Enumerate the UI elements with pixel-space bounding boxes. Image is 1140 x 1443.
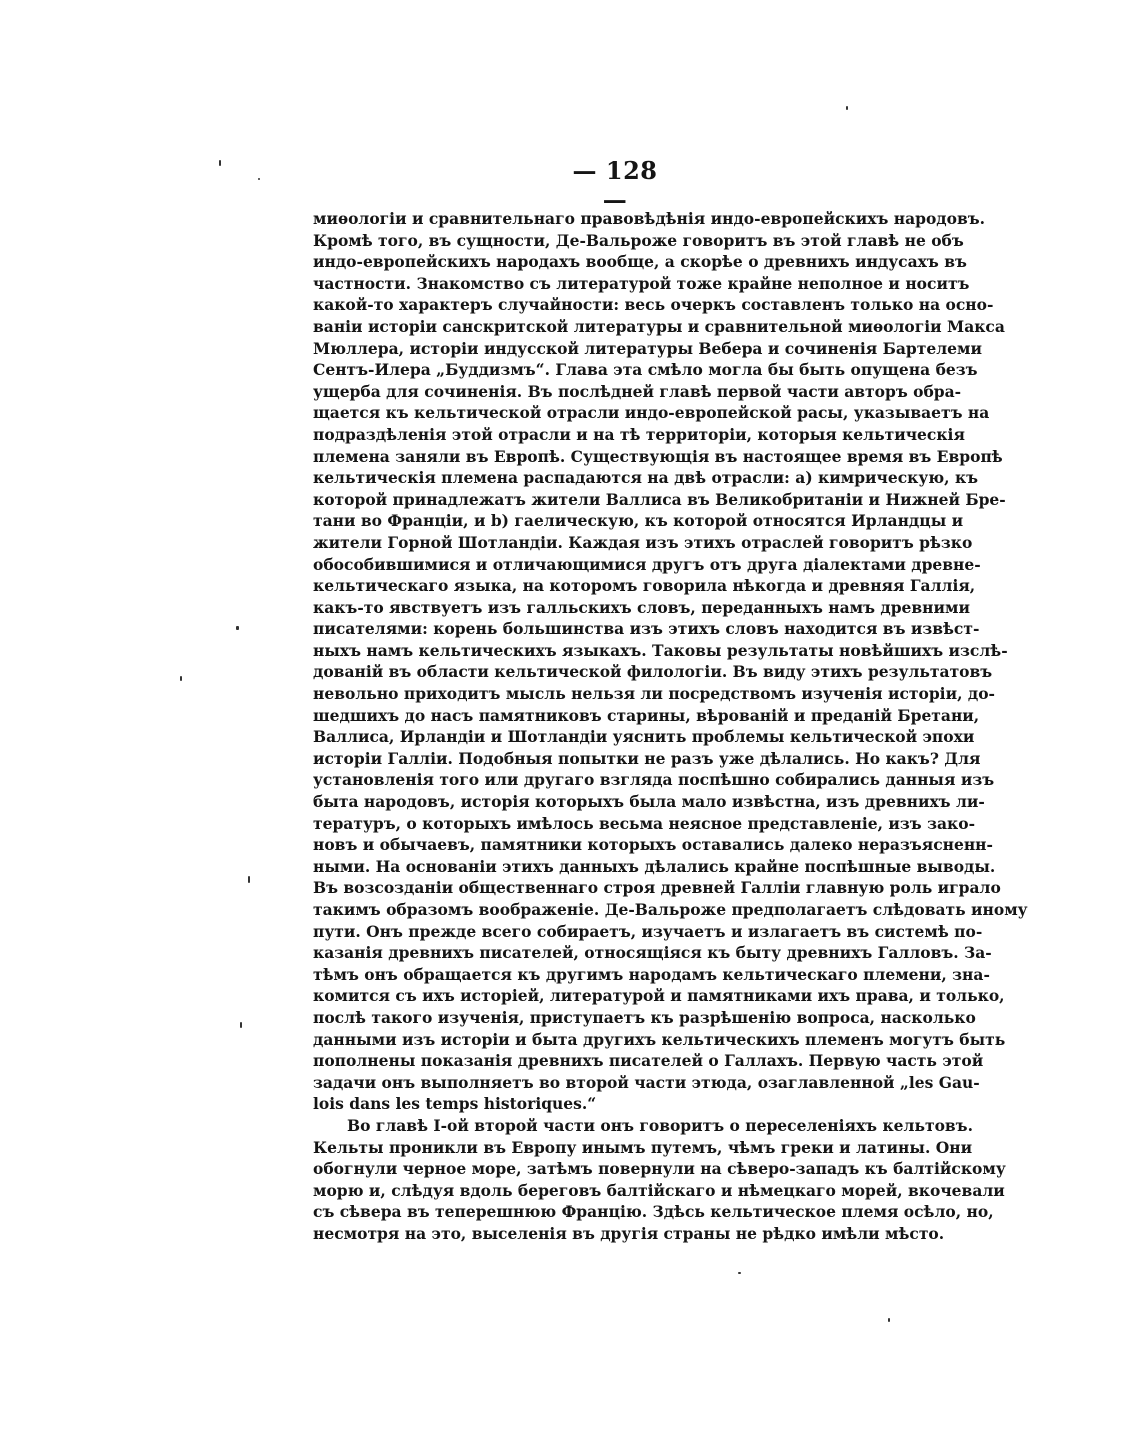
text-line: шедшихъ до насъ памятниковъ старины, вѣрованій и преданій Бретани,	[313, 705, 980, 725]
text-line: ваніи исторіи санскритской литературы и сравнительной миѳологіи Макса	[313, 316, 1005, 336]
text-line: несмотря на это, выселенія въ другія страны не рѣдко имѣли мѣсто.	[313, 1223, 945, 1243]
text-line: ущерба для сочиненія. Въ послѣдней главѣ первой части авторъ обра-	[313, 381, 962, 401]
text-line: казанія древнихъ писателей, относящіяся къ быту древнихъ Галловъ. За-	[313, 943, 992, 963]
scan-speck	[240, 1022, 242, 1028]
scan-speck	[236, 626, 239, 630]
text-line: племена заняли въ Европѣ. Существующія въ настоящее время въ Европѣ	[313, 446, 1003, 466]
text-line: миѳологіи и сравнительнаго правовѣдѣнія индо-европейскихъ народовъ.	[313, 209, 986, 228]
text-line: новъ и обычаевъ, памятники которыхъ оставались далеко неразъясненн-	[313, 835, 993, 855]
text-line: обособившимися и отличающимися другъ отъ друга діалектами древне-	[313, 554, 981, 574]
text-line: тературъ, о которыхъ имѣлось весьма неясное представленіе, изъ зако-	[313, 813, 975, 833]
scan-speck	[846, 106, 848, 110]
text-line: Кельты проникли въ Европу инымъ путемъ, чѣмъ греки и латины. Они	[313, 1137, 973, 1157]
text-line: Сентъ-Илера „Буддизмъ“. Глава эта смѣло могла бы быть опущена безъ	[313, 360, 978, 380]
text-line: дованій въ области кельтической филологіи. Въ виду этихъ результатовъ	[313, 662, 993, 682]
text-line: данными изъ исторіи и быта другихъ кельтическихъ племенъ могутъ быть	[313, 1029, 1006, 1049]
text-line: исторіи Галліи. Подобныя попытки не разъ уже дѣлались. Но какъ? Для	[313, 748, 981, 768]
scan-speck	[258, 178, 260, 180]
text-line: частности. Знакомство съ литературой тоже крайне неполное и носитъ	[313, 273, 970, 293]
text-line: ныхъ намъ кельтическихъ языкахъ. Таковы результаты новѣйшихъ изслѣ-	[313, 640, 1008, 660]
text-line: жители Горной Шотландіи. Каждая изъ этихъ отраслей говоритъ рѣзко	[313, 532, 973, 552]
text-line: индо-европейскихъ народахъ вообще, а скорѣе о древнихъ индусахъ въ	[313, 252, 967, 272]
text-line: кельтическаго языка, на которомъ говорила нѣкогда и древняя Галлія,	[313, 576, 976, 596]
page-number: — 128 —	[572, 156, 658, 214]
text-line: какой-то характеръ случайности: весь очеркъ составленъ только на осно-	[313, 295, 994, 315]
text-line: задачи онъ выполняетъ во второй части этюда, озаглавленной „les Gau-	[313, 1072, 980, 1092]
text-line: Въ возсозданіи общественнаго строя древней Галліи главную роль играло	[313, 878, 1001, 898]
text-line: быта народовъ, исторія которыхъ была мало извѣстна, изъ древнихъ ли-	[313, 792, 985, 812]
scan-speck	[219, 160, 221, 166]
text-line: установленія того или другаго взгляда поспѣшно собирались данныя изъ	[313, 770, 995, 790]
text-line: Валлиса, Ирландіи и Шотландіи уяснить проблемы кельтической эпохи	[313, 727, 975, 747]
scan-speck	[738, 1272, 741, 1274]
body-text	[313, 208, 1028, 1245]
text-line: тѣмъ онъ обращается къ другимъ народамъ кельтическаго племени, зна-	[313, 964, 990, 984]
text-line: подраздѣленія этой отрасли и на тѣ территоріи, которыя кельтическія	[313, 424, 965, 444]
text-line: такимъ образомъ воображеніе. Де-Вальроже предполагаетъ слѣдовать иному	[313, 900, 1028, 919]
text-line: пути. Онъ прежде всего собираетъ, изучаетъ и излагаетъ въ системѣ по-	[313, 921, 983, 941]
text-line: послѣ такого изученія, приступаетъ къ разрѣшенію вопроса, насколько	[313, 1007, 976, 1027]
text-line: съ сѣвера въ теперешнюю Францію. Здѣсь кельтическое племя осѣло, но,	[313, 1202, 994, 1222]
text-line: пополнены показанія древнихъ писателей о Галлахъ. Первую часть этой	[313, 1051, 984, 1071]
text-line: lois dans les temps historiques.“	[313, 1094, 597, 1114]
scan-speck	[888, 1318, 890, 1322]
text-line: невольно приходитъ мысль нельзя ли посредствомъ изученія исторіи, до-	[313, 684, 995, 704]
text-line: Во главѣ І-ой второй части онъ говоритъ о переселеніяхъ кельтовъ.	[347, 1115, 973, 1135]
text-line: тани во Франціи, и b) гаелическую, къ которой относятся Ирландцы и	[313, 511, 964, 531]
text-line: морю и, слѣдуя вдоль береговъ балтійскаго и нѣмецкаго морей, вкочевали	[313, 1180, 1005, 1200]
paragraph	[313, 208, 1028, 1115]
text-line: щается къ кельтической отрасли индо-европейской расы, указываетъ на	[313, 403, 990, 423]
text-line: Мюллера, исторіи индусской литературы Вебера и сочиненія Бартелеми	[313, 338, 982, 358]
text-line: писателями: корень большинства изъ этихъ словъ находится въ извѣст-	[313, 619, 980, 639]
text-line: которой принадлежатъ жители Валлиса въ Великобританіи и Нижней Бре-	[313, 489, 1006, 509]
text-line: какъ-то явствуетъ изъ галльскихъ словъ, переданныхъ намъ древними	[313, 597, 970, 617]
text-line: комится съ ихъ исторіей, литературой и памятниками ихъ права, и только,	[313, 986, 1005, 1006]
text-line: ными. На основаніи этихъ данныхъ дѣлались крайне поспѣшные выводы.	[313, 856, 996, 876]
text-line: обогнули черное море, затѣмъ повернули на сѣверо-западъ къ балтійскому	[313, 1159, 1006, 1179]
scan-speck	[248, 876, 250, 883]
text-line: Кромѣ того, въ сущности, Де-Вальроже говоритъ въ этой главѣ не объ	[313, 230, 964, 250]
text-line: кельтическія племена распадаются на двѣ отрасли: а) кимрическую, къ	[313, 468, 979, 488]
paragraph	[313, 1115, 1006, 1245]
scan-speck	[180, 676, 182, 681]
